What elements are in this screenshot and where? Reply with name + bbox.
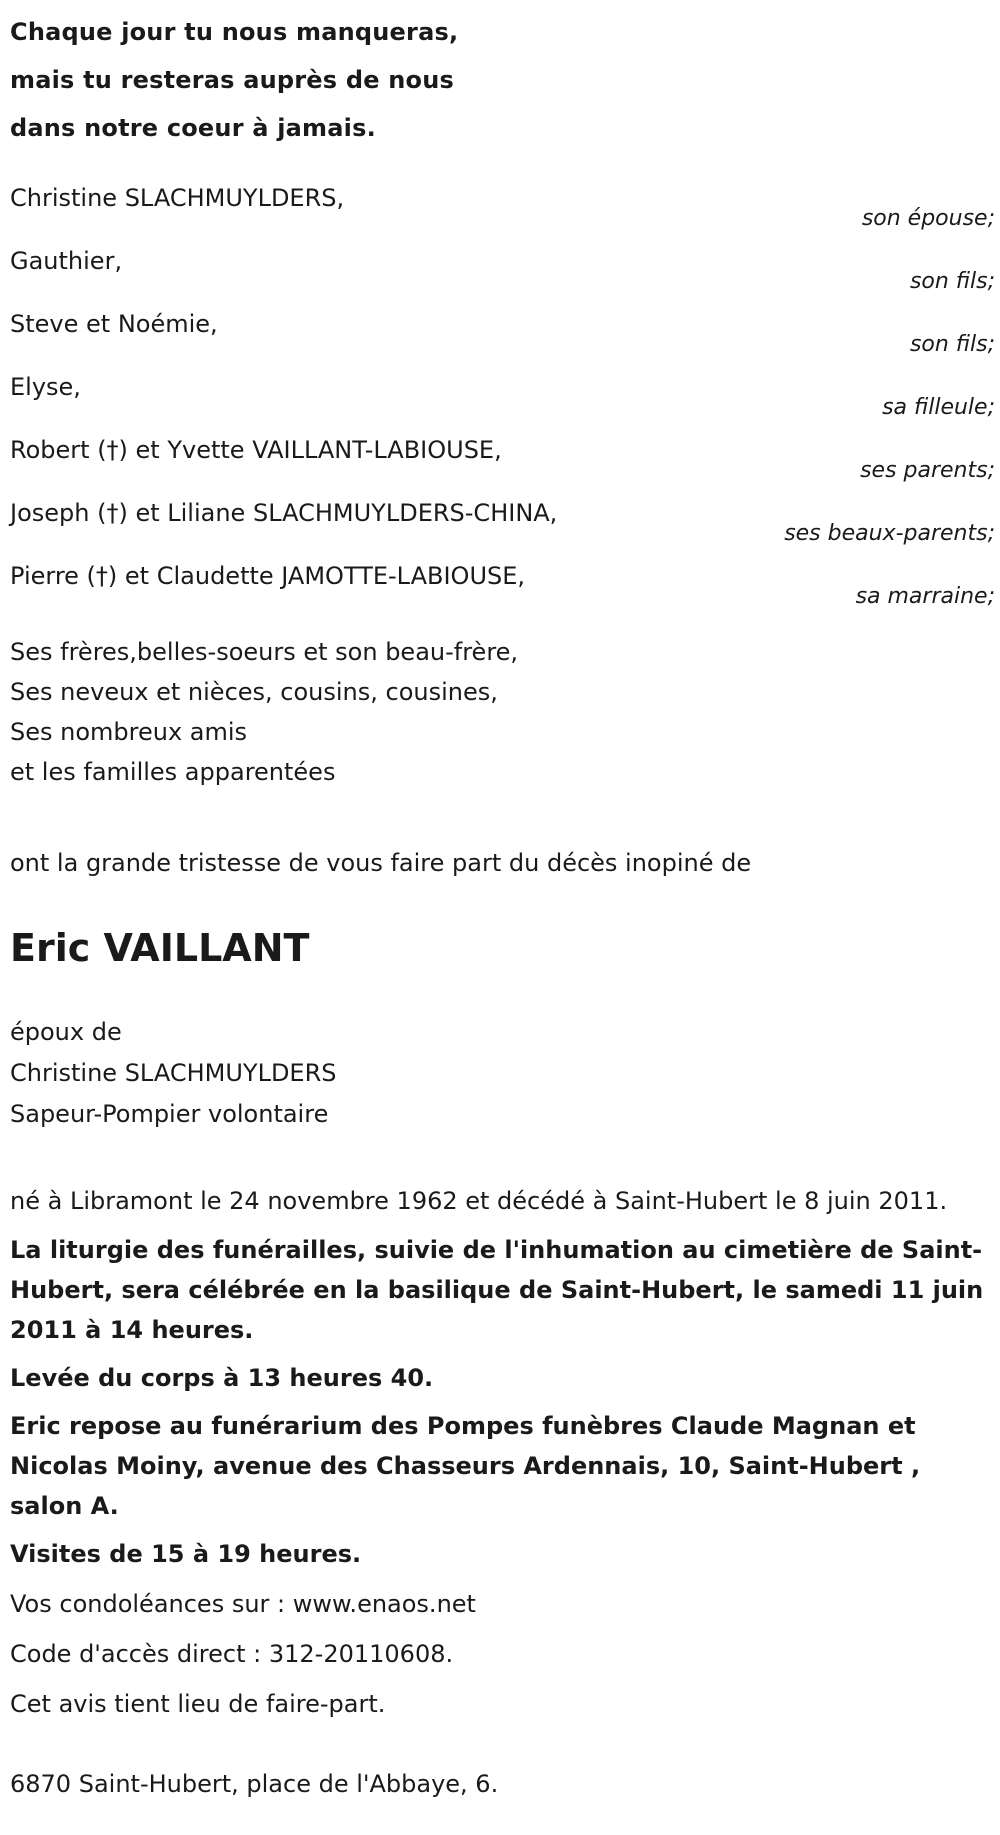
condolences-info: Vos condoléances sur : www.enaos.net [10, 1590, 476, 1618]
family-relation: son épouse; [861, 206, 995, 231]
poem-line: Chaque jour tu nous manqueras, [10, 18, 459, 46]
family-relation: sa marraine; [855, 584, 995, 609]
poem-line: dans notre coeur à jamais. [10, 114, 376, 142]
spouse-info [10, 1012, 995, 1135]
spouse-info-line: Christine SLACHMUYLDERS [10, 1059, 337, 1087]
announcement-intro: ont la grande tristesse de vous faire part du décès inopiné de [10, 849, 752, 877]
family-relation: sa filleule; [882, 395, 995, 420]
family-member-name: Christine SLACHMUYLDERS, [10, 184, 345, 212]
address: 6870 Saint-Hubert, place de l'Abbaye, 6. [10, 1770, 499, 1798]
levee-info: Levée du corps à 13 heures 40. [10, 1364, 434, 1392]
poem [10, 8, 995, 152]
family-list [10, 182, 995, 623]
family-member-name: Gauthier, [10, 247, 123, 275]
other-relatives-line: Ses neveux et nièces, cousins, cousines, [10, 678, 498, 706]
family-member-name: Pierre (†) et Claudette JAMOTTE-LABIOUSE, [10, 562, 526, 590]
family-entry [10, 245, 995, 308]
family-entry [10, 560, 995, 623]
poem-line: mais tu resteras auprès de nous [10, 66, 454, 94]
notice-info: Cet avis tient lieu de faire-part. [10, 1690, 386, 1718]
other-relatives-line: Ses nombreux amis [10, 718, 248, 746]
family-relation: son fils; [909, 269, 995, 294]
access-code-info: Code d'accès direct : 312-20110608. [10, 1640, 454, 1668]
family-relation: son fils; [909, 332, 995, 357]
deceased-name: Eric VAILLANT [10, 926, 310, 970]
other-relatives-line: et les familles apparentées [10, 758, 336, 786]
spouse-info-line: Sapeur-Pompier volontaire [10, 1100, 329, 1128]
family-entry [10, 371, 995, 434]
family-relation: ses beaux-parents; [784, 521, 995, 546]
family-member-name: Steve et Noémie, [10, 310, 218, 338]
other-relatives [10, 632, 995, 792]
family-relation: ses parents; [860, 458, 995, 483]
repose-info: Eric repose au funérarium des Pompes funèbres Claude Magnan et Nicolas Moiny, avenue des Chasseurs Ardennais, 10, Saint-Hubert , salon A. [10, 1412, 921, 1520]
other-relatives-line: Ses frères,belles-soeurs et son beau-frère, [10, 638, 519, 666]
family-entry [10, 182, 995, 245]
family-member-name: Elyse, [10, 373, 81, 401]
birth-death-info: né à Libramont le 24 novembre 1962 et décédé à Saint-Hubert le 8 juin 2011. [10, 1187, 948, 1215]
funeral-info: La liturgie des funérailles, suivie de l'inhumation au cimetière de Saint-Hubert, sera célébrée en la basilique de Saint-Hubert, le samedi 11 juin 2011 à 14 heures. [10, 1236, 984, 1344]
family-member-name: Robert (†) et Yvette VAILLANT-LABIOUSE, [10, 436, 502, 464]
family-entry [10, 308, 995, 371]
spouse-info-line: époux de [10, 1018, 122, 1046]
family-member-name: Joseph (†) et Liliane SLACHMUYLDERS-CHINA, [10, 499, 558, 527]
obituary-content [10, 0, 995, 1804]
visits-info: Visites de 15 à 19 heures. [10, 1540, 362, 1568]
family-entry [10, 434, 995, 497]
family-entry [10, 497, 995, 560]
